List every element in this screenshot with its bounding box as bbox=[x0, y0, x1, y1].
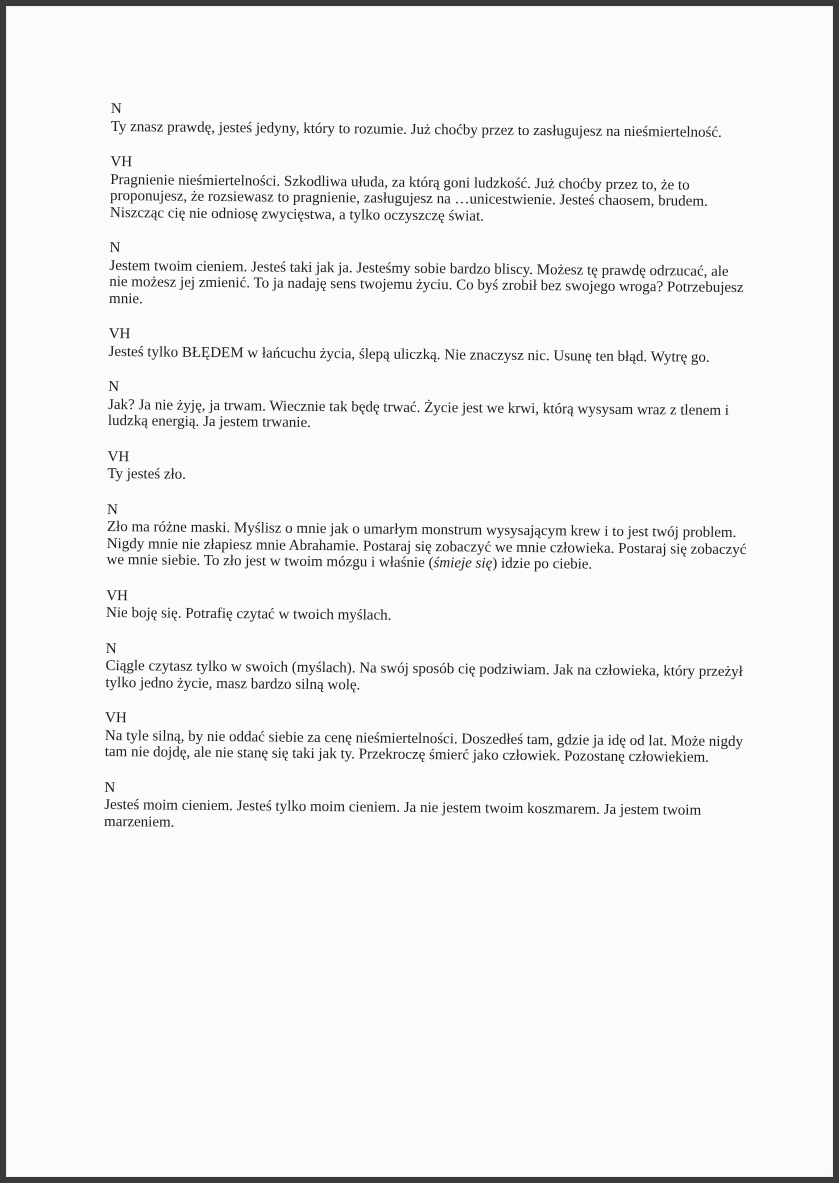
dialogue-entry bbox=[108, 379, 748, 436]
speaker-name: VH bbox=[107, 448, 130, 465]
speaker-name: N bbox=[105, 640, 117, 657]
dialogue-script bbox=[104, 101, 751, 855]
dialogue-text-continued: ) idzie po ciebie. bbox=[492, 555, 593, 573]
dialogue-line: Jesteś moim cieniem. Jesteś tylko moim cieniem. Ja nie jestem twoim koszmarem. Ja jestem twoim marzeniem. bbox=[104, 796, 702, 831]
stage-direction: śmieje się bbox=[433, 555, 493, 572]
dialogue-entry bbox=[109, 240, 750, 313]
speaker-name: VH bbox=[108, 325, 131, 343]
dialogue-line: Jak? Ja nie żyję, ja trwam. Wiecznie tak będę trwać. Życie jest we krwi, którą wysysam wraz z tlenem i ludzką energią. Ja jestem trwanie. bbox=[107, 396, 730, 431]
dialogue-line: Ciągle czytasz tylko w swoich (myślach). Na swój sposób cię podziwiam. Jak na człowieka, który przeżył tylko jedno życie, masz bardzo silną wolę. bbox=[105, 657, 743, 693]
dialogue-entry bbox=[105, 710, 745, 767]
dialogue-entry bbox=[105, 640, 745, 697]
dialogue-line bbox=[107, 519, 747, 575]
dialogue-line: Nie boję się. Potrafię czytać w twoich myślach. bbox=[106, 604, 392, 624]
dialogue-entry bbox=[104, 779, 744, 836]
dialogue-entry bbox=[107, 501, 748, 574]
document-page bbox=[6, 6, 833, 1177]
speaker-name: N bbox=[109, 239, 121, 257]
dialogue-line: Ty znasz prawdę, jesteś jedyny, który to rozumie. Już choćby przez to zasługujesz na nieśmiertelność. bbox=[110, 118, 722, 141]
speaker-name: VH bbox=[106, 587, 129, 604]
dialogue-entry bbox=[111, 101, 751, 141]
speaker-name: VH bbox=[110, 153, 133, 171]
speaker-name: N bbox=[107, 501, 118, 518]
dialogue-line: Jesteś tylko BŁĘDEM w łańcuchu życia, ślepą uliczką. Nie znaczysz nic. Usunę ten błąd. Wytrę go. bbox=[108, 343, 710, 366]
dialogue-line: Pragnienie nieśmiertelności. Szkodliwa ułuda, za którą goni ludzkość. Już choćby przez to, że to proponujesz, że rozsiewasz to pragnienie, zasługujesz na …unicestwienie. Jesteś chaosem, brudem. Niszcząc cię nie odniosę zwycięstwa, a tylko oczyszczę świat. bbox=[109, 171, 708, 225]
dialogue-text: Zło ma różne maski. Myślisz o mnie jak o umarłym monstrum wysysającym krew i to jest twój problem. Nigdy mnie nie złapiesz mnie Abrahamie. Postaraj się zobaczyć we mnie człowieka. Postaraj się zobaczyć we mnie siebie. To zło jest w twoim mózgu i właśnie ( bbox=[106, 518, 747, 572]
dialogue-line: Jestem twoim cieniem. Jesteś taki jak ja. Jesteśmy sobie bardzo bliscy. Możesz tę prawdę odrzucać, ale nie możesz jej zmienić. To ja nadaję sens twojemu życiu. Co byś zrobił bez swojego wroga? Potrzebujesz mnie. bbox=[109, 257, 744, 307]
dialogue-entry bbox=[109, 326, 749, 366]
speaker-name: VH bbox=[105, 709, 127, 727]
dialogue-entry bbox=[106, 587, 746, 627]
dialogue-line: Ty jesteś zło. bbox=[107, 465, 187, 483]
speaker-name: N bbox=[110, 101, 122, 118]
speaker-name: N bbox=[104, 779, 116, 796]
dialogue-entry bbox=[110, 154, 751, 227]
dialogue-entry bbox=[107, 448, 747, 488]
speaker-name: N bbox=[108, 378, 120, 396]
dialogue-line: Na tyle silną, by nie oddać siebie za cenę nieśmiertelności. Doszedłeś tam, gdzie ja idę od lat. Może nigdy tam nie dojdę, ale nie stanę się taki jak ty. Przekroczę śmierć jako człowiek. Pozostanę człowiekiem. bbox=[104, 727, 744, 766]
